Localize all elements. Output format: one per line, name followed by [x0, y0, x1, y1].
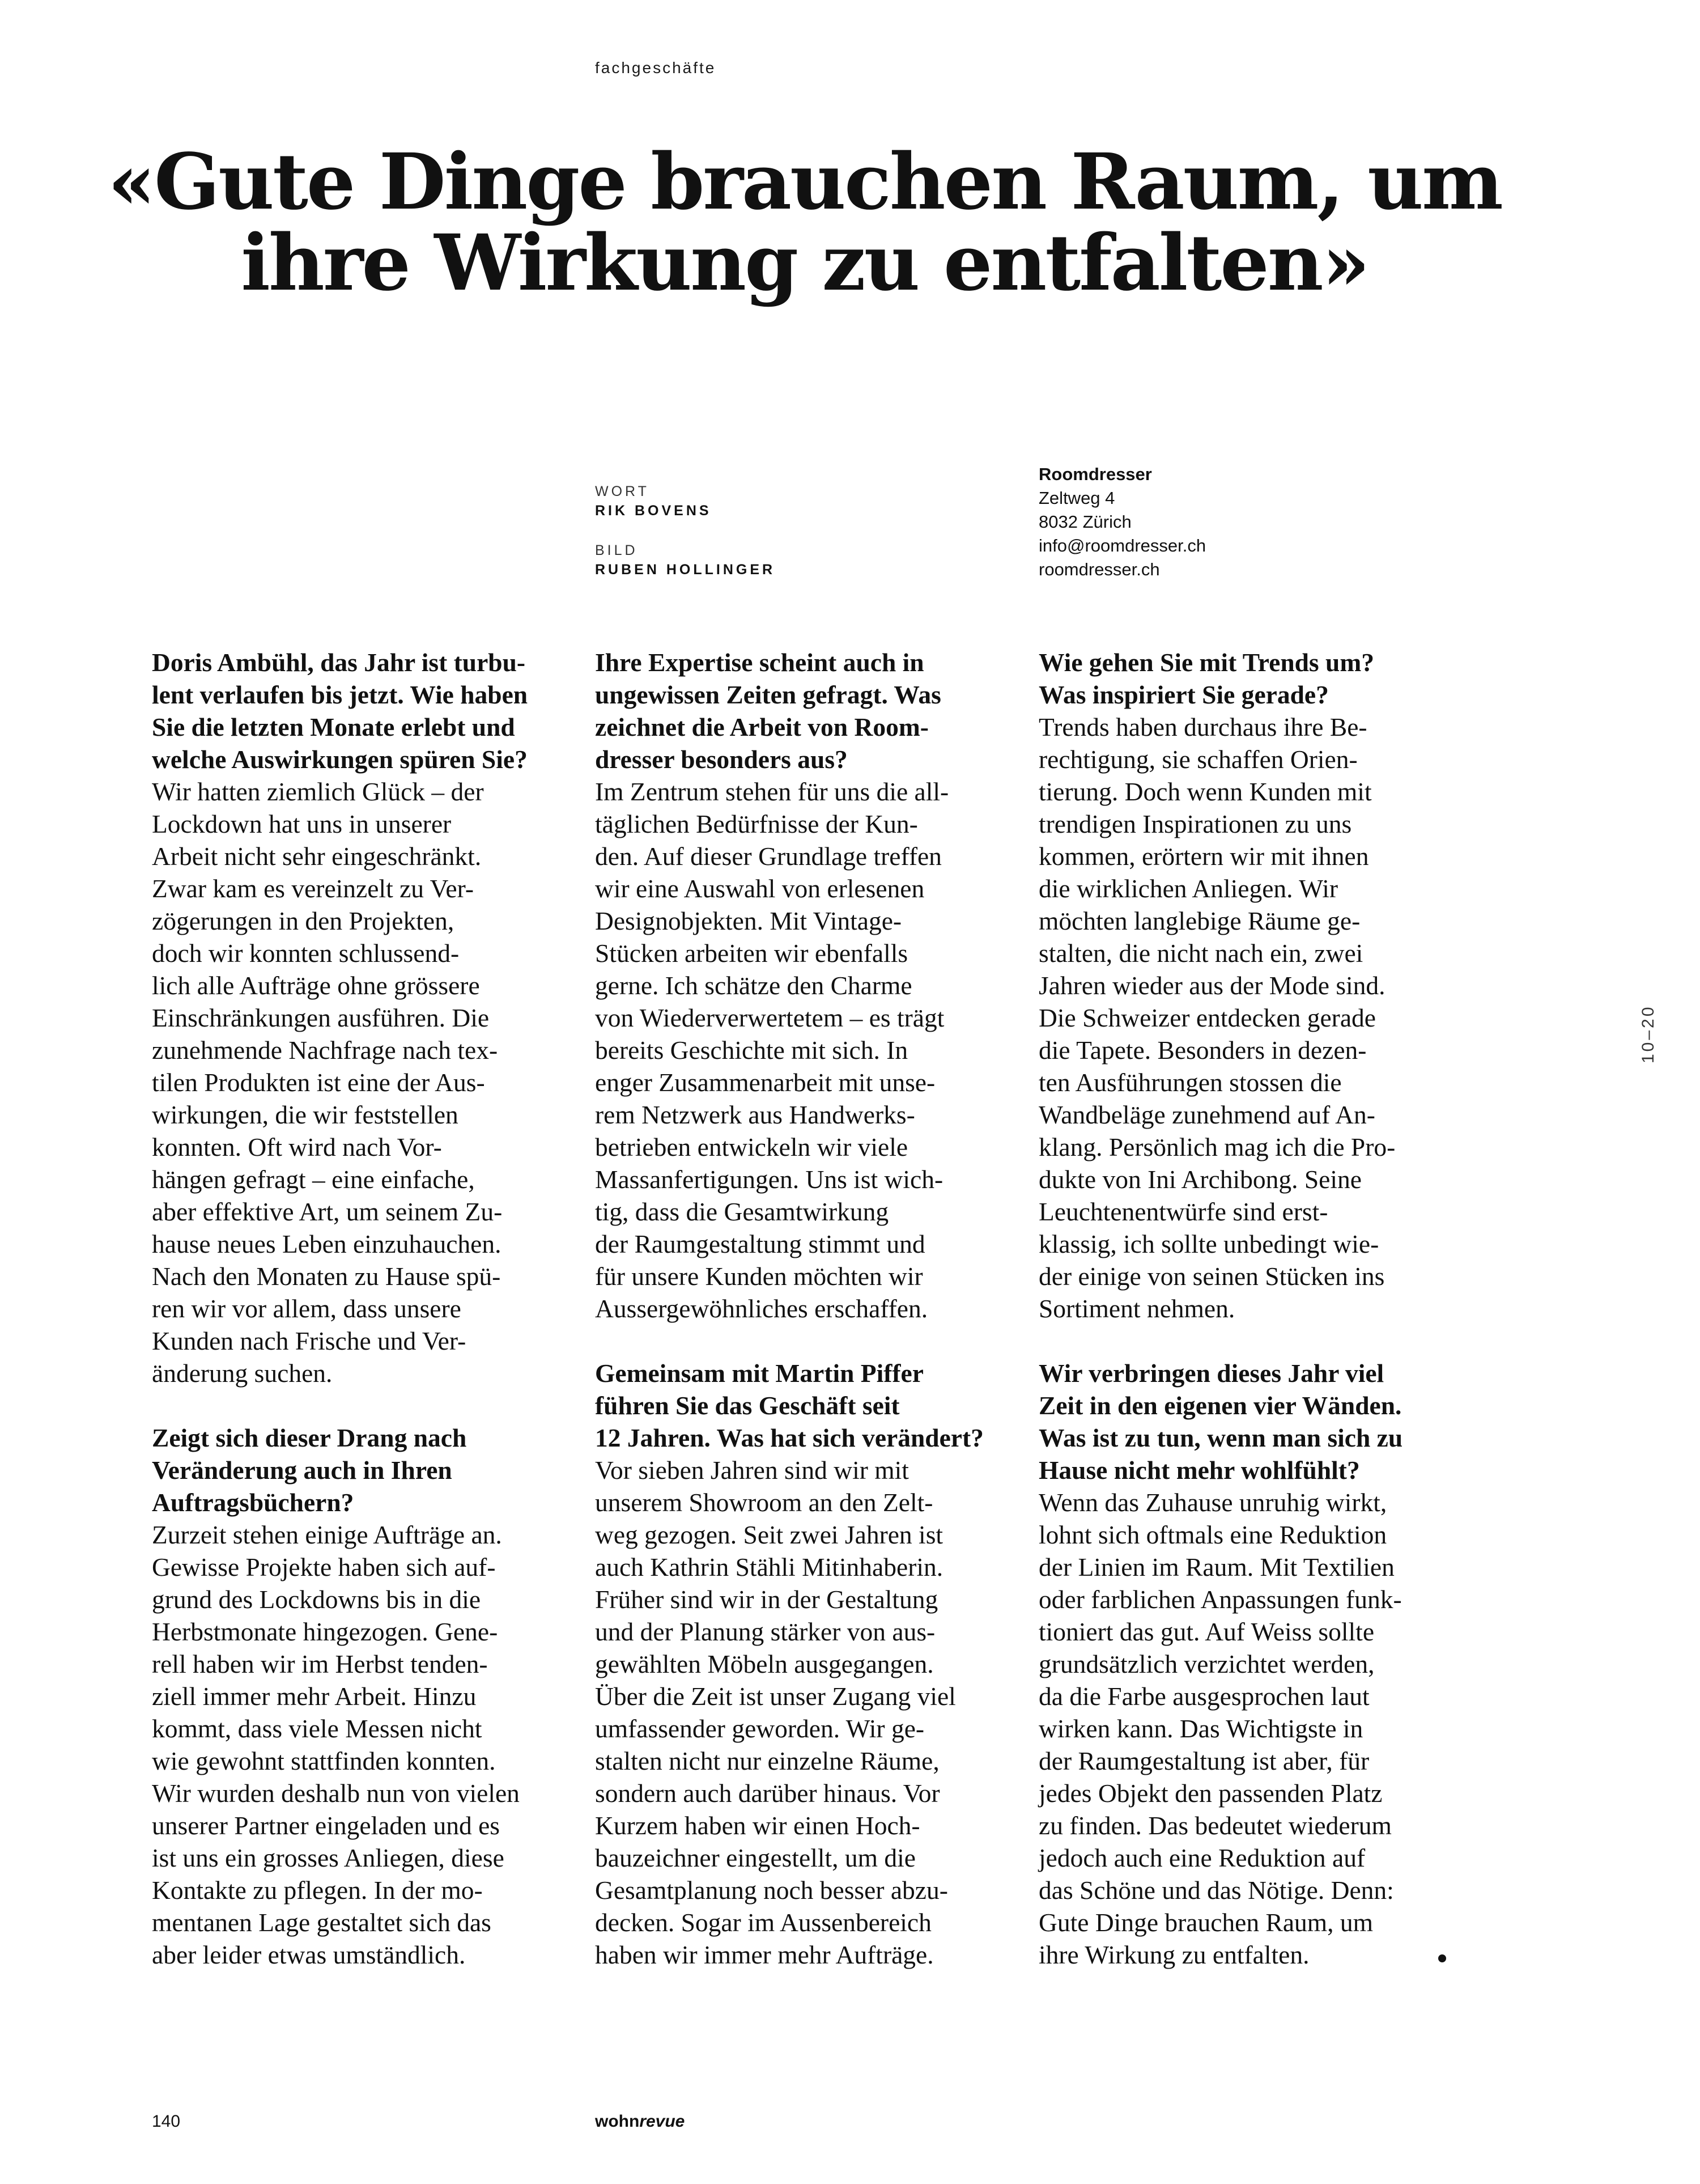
interview-answer [152, 1519, 588, 1971]
question-line: Gemeinsam mit Martin Piffer [595, 1359, 924, 1388]
text-column-2 [595, 646, 1031, 2003]
credits [595, 482, 775, 579]
side-page-marker: 10–20 [1639, 1004, 1658, 1063]
interview-answer [595, 1454, 1031, 1971]
end-of-article-dot [1438, 1954, 1446, 1962]
interview-question [595, 1357, 1031, 1454]
answer-line: Herbstmonate hingezogen. Gene- [152, 1617, 498, 1646]
answer-line: grund des Lockdowns bis in die [152, 1585, 481, 1614]
answer-line: Wenn das Zuhause unruhig wirkt, [1039, 1488, 1387, 1517]
credit-text-label: WORT [595, 484, 649, 499]
interview-answer [152, 775, 588, 1389]
interview-answer [1039, 1486, 1475, 1971]
answer-line: kommt, dass viele Messen nicht [152, 1714, 482, 1743]
interview-answer [595, 775, 1031, 1325]
question-line: dresser besonders aus? [595, 745, 848, 774]
question-line: Zeigt sich dieser Drang nach [152, 1423, 467, 1452]
headline-line-1: «Gute Dinge brauchen Raum, um [108, 137, 1502, 227]
answer-line: ziell immer mehr Arbeit. Hinzu [152, 1682, 477, 1711]
answer-line: Einschränkungen ausführen. Die [152, 1003, 490, 1032]
answer-line: bauzeichner eingestellt, um die [595, 1843, 916, 1872]
interview-block [1039, 646, 1475, 1325]
answer-line: für unsere Kunden möchten wir [595, 1262, 923, 1291]
answer-line: haben wir immer mehr Aufträge. [595, 1940, 934, 1969]
answer-line: enger Zusammenarbeit mit unse- [595, 1068, 936, 1097]
answer-line: rechtigung, sie schaffen Orien- [1039, 745, 1358, 774]
answer-line: stalten, die nicht nach ein, zwei [1039, 939, 1363, 968]
answer-line: zögerungen in den Projekten, [152, 906, 454, 935]
answer-line: Massanfertigungen. Uns ist wich- [595, 1165, 944, 1194]
answer-line: grundsätzlich verzichtet werden, [1039, 1649, 1375, 1678]
answer-line: betrieben entwickeln wir viele [595, 1133, 908, 1161]
interview-question [1039, 1357, 1475, 1486]
interview-answer [1039, 711, 1475, 1325]
answer-line: jedes Objekt den passenden Platz [1039, 1779, 1383, 1808]
answer-line: kommen, erörtern wir mit ihnen [1039, 842, 1369, 871]
interview-block [152, 646, 588, 1389]
answer-line: Aussergewöhnliches erschaffen. [595, 1294, 928, 1323]
question-line: Auftragsbüchern? [152, 1488, 354, 1517]
answer-line: zu finden. Das bedeutet wiederum [1039, 1811, 1392, 1840]
question-line: führen Sie das Geschäft seit [595, 1391, 900, 1420]
answer-line: klang. Persönlich mag ich die Pro- [1039, 1133, 1396, 1161]
answer-line: zunehmende Nachfrage nach tex- [152, 1036, 498, 1065]
answer-line: wie gewohnt stattfinden konnten. [152, 1746, 496, 1775]
answer-line: wir eine Auswahl von erlesenen [595, 874, 925, 903]
text-column-1 [152, 646, 588, 2003]
answer-line: weg gezogen. Seit zwei Jahren ist [595, 1520, 944, 1549]
answer-line: da die Farbe ausgesprochen laut [1039, 1682, 1370, 1711]
question-line: lent verlaufen bis jetzt. Wie haben [152, 680, 528, 709]
question-line: Veränderung auch in Ihren [152, 1456, 452, 1485]
answer-line: aber leider etwas umständlich. [152, 1940, 466, 1969]
magazine-name-bold: wohn [595, 2112, 640, 2131]
question-line: Was inspiriert Sie gerade? [1039, 680, 1329, 709]
answer-line: Gute Dinge brauchen Raum, um [1039, 1908, 1374, 1937]
answer-line: ist uns ein grosses Anliegen, diese [152, 1843, 504, 1872]
answer-line: die Tapete. Besonders in dezen- [1039, 1036, 1367, 1065]
answer-line: der Raumgestaltung ist aber, für [1039, 1746, 1370, 1775]
answer-line: Designobjekten. Mit Vintage- [595, 906, 902, 935]
answer-line: unserem Showroom an den Zelt- [595, 1488, 933, 1517]
answer-line: mentanen Lage gestaltet sich das [152, 1908, 491, 1937]
answer-line: änderung suchen. [152, 1359, 333, 1388]
answer-line: tilen Produkten ist eine der Aus- [152, 1068, 485, 1097]
answer-line: tierung. Doch wenn Kunden mit [1039, 777, 1372, 806]
answer-line: aber effektive Art, um seinem Zu- [152, 1197, 503, 1226]
answer-line: von Wiederverwertetem – es trägt [595, 1003, 945, 1032]
answer-line: bereits Geschichte mit sich. In [595, 1036, 908, 1065]
answer-line: ren wir vor allem, dass unsere [152, 1294, 461, 1323]
answer-line: lich alle Aufträge ohne grössere [152, 971, 480, 1000]
answer-line: unserer Partner eingeladen und es [152, 1811, 500, 1840]
question-line: Zeit in den eigenen vier Wänden. [1039, 1391, 1402, 1420]
answer-line: wirken kann. Das Wichtigste in [1039, 1714, 1363, 1743]
answer-line: Sortiment nehmen. [1039, 1294, 1235, 1323]
answer-line: wirkungen, die wir feststellen [152, 1100, 458, 1129]
answer-line: klassig, ich sollte unbedingt wie- [1039, 1229, 1379, 1258]
answer-line: jedoch auch eine Reduktion auf [1039, 1843, 1366, 1872]
question-line: ungewissen Zeiten gefragt. Was [595, 680, 941, 709]
headline [91, 137, 1519, 308]
shop-website-link[interactable]: roomdresser.ch [1039, 559, 1160, 579]
answer-line: den. Auf dieser Grundlage treffen [595, 842, 942, 871]
answer-line: sondern auch darüber hinaus. Vor [595, 1779, 940, 1808]
credit-text-author: RIK BOVENS [595, 503, 712, 519]
answer-line: decken. Sogar im Aussenbereich [595, 1908, 932, 1937]
answer-line: Über die Zeit ist unser Zugang viel [595, 1682, 956, 1711]
interview-question [1039, 646, 1475, 711]
answer-line: der einige von seinen Stücken ins [1039, 1262, 1385, 1291]
answer-line: Gesamtplanung noch besser abzu- [595, 1876, 948, 1905]
text-column-3 [1039, 646, 1475, 2003]
answer-line: rell haben wir im Herbst tenden- [152, 1649, 488, 1678]
answer-line: Zurzeit stehen einige Aufträge an. [152, 1520, 502, 1549]
answer-line: täglichen Bedürfnisse der Kun- [595, 809, 918, 838]
answer-line: trendigen Inspirationen zu uns [1039, 809, 1352, 838]
answer-line: und der Planung stärker von aus- [595, 1617, 936, 1646]
answer-line: Wir wurden deshalb nun von vielen [152, 1779, 520, 1808]
answer-line: Kurzem haben wir einen Hoch- [595, 1811, 920, 1840]
answer-line: auch Kathrin Stähli Mitinhaberin. [595, 1553, 944, 1581]
shop-name: Roomdresser [1039, 464, 1152, 484]
answer-line: tig, dass die Gesamtwirkung [595, 1197, 889, 1226]
question-line: zeichnet die Arbeit von Room- [595, 713, 929, 741]
answer-line: Stücken arbeiten wir ebenfalls [595, 939, 908, 968]
answer-line: Früher sind wir in der Gestaltung [595, 1585, 938, 1614]
answer-line: ten Ausführungen stossen die [1039, 1068, 1342, 1097]
answer-line: Leuchtenentwürfe sind erst- [1039, 1197, 1328, 1226]
answer-line: stalten nicht nur einzelne Räume, [595, 1746, 940, 1775]
answer-line: dukte von Ini Archibong. Seine [1039, 1165, 1362, 1194]
answer-line: ihre Wirkung zu entfalten. [1039, 1940, 1310, 1969]
page-number: 140 [152, 2112, 181, 2131]
shop-street: Zeltweg 4 [1039, 488, 1115, 508]
answer-line: doch wir konnten schlussend- [152, 939, 460, 968]
answer-line: das Schöne und das Nötige. Denn: [1039, 1876, 1394, 1905]
answer-line: hause neues Leben einzuhauchen. [152, 1229, 502, 1258]
question-line: Hause nicht mehr wohlfühlt? [1039, 1456, 1360, 1485]
question-line: Sie die letzten Monate erlebt und [152, 713, 515, 741]
answer-line: hängen gefragt – eine einfache, [152, 1165, 475, 1194]
answer-line: der Linien im Raum. Mit Textilien [1039, 1553, 1395, 1581]
answer-line: Kunden nach Frische und Ver- [152, 1326, 466, 1355]
answer-line: möchten langlebige Räume ge- [1039, 906, 1361, 935]
credit-image-author: RUBEN HOLLINGER [595, 562, 776, 578]
interview-block [595, 646, 1031, 1325]
interview-block [1039, 1357, 1475, 1971]
question-line: Wie gehen Sie mit Trends um? [1039, 648, 1374, 677]
question-line: Wir verbringen dieses Jahr viel [1039, 1359, 1384, 1388]
answer-line: umfassender geworden. Wir ge- [595, 1714, 925, 1743]
answer-line: Kontakte zu pflegen. In der mo- [152, 1876, 483, 1905]
answer-line: die wirklichen Anliegen. Wir [1039, 874, 1338, 903]
answer-line: Nach den Monaten zu Hause spü- [152, 1262, 501, 1291]
interview-question [152, 646, 588, 775]
question-line: Doris Ambühl, das Jahr ist turbu- [152, 648, 526, 677]
answer-line: lohnt sich oftmals eine Reduktion [1039, 1520, 1387, 1549]
answer-line: Trends haben durchaus ihre Be- [1039, 713, 1367, 741]
answer-line: tioniert das gut. Auf Weiss sollte [1039, 1617, 1375, 1646]
answer-line: Zwar kam es vereinzelt zu Ver- [152, 874, 474, 903]
answer-line: oder farblichen Anpassungen funk- [1039, 1585, 1402, 1614]
interview-block [152, 1422, 588, 1971]
interview-block [595, 1357, 1031, 1971]
question-line: Ihre Expertise scheint auch in [595, 648, 924, 677]
shop-city: 8032 Zürich [1039, 512, 1132, 532]
shop-email-link[interactable]: info@roomdresser.ch [1039, 536, 1206, 555]
answer-line: Gewisse Projekte haben sich auf- [152, 1553, 496, 1581]
answer-line: der Raumgestaltung stimmt und [595, 1229, 925, 1258]
headline-line-2: ihre Wirkung zu entfalten» [241, 218, 1368, 308]
answer-line: gerne. Ich schätze den Charme [595, 971, 912, 1000]
question-line: Was ist zu tun, wenn man sich zu [1039, 1423, 1403, 1452]
answer-line: Vor sieben Jahren sind wir mit [595, 1456, 909, 1485]
shop-info [1039, 463, 1206, 582]
answer-line: Arbeit nicht sehr eingeschränkt. [152, 842, 482, 871]
answer-line: konnten. Oft wird nach Vor- [152, 1133, 442, 1161]
answer-line: Jahren wieder aus der Mode sind. [1039, 971, 1386, 1000]
answer-line: Lockdown hat uns in unserer [152, 809, 452, 838]
section-label: fachgeschäfte [595, 59, 716, 77]
question-line: 12 Jahren. Was hat sich verändert? [595, 1423, 984, 1452]
answer-line: gewählten Möbeln ausgegangen. [595, 1649, 934, 1678]
magazine-name-italic: revue [639, 2112, 685, 2131]
answer-line: Im Zentrum stehen für uns die all- [595, 777, 949, 806]
credit-image-label: BILD [595, 542, 638, 558]
question-line: welche Auswirkungen spüren Sie? [152, 745, 528, 774]
magazine-name [595, 2112, 685, 2131]
answer-line: Wir hatten ziemlich Glück – der [152, 777, 484, 806]
answer-line: Wandbeläge zunehmend auf An- [1039, 1100, 1375, 1129]
answer-line: rem Netzwerk aus Handwerks- [595, 1100, 915, 1129]
interview-question [152, 1422, 588, 1519]
interview-question [595, 646, 1031, 775]
answer-line: Die Schweizer entdecken gerade [1039, 1003, 1376, 1032]
